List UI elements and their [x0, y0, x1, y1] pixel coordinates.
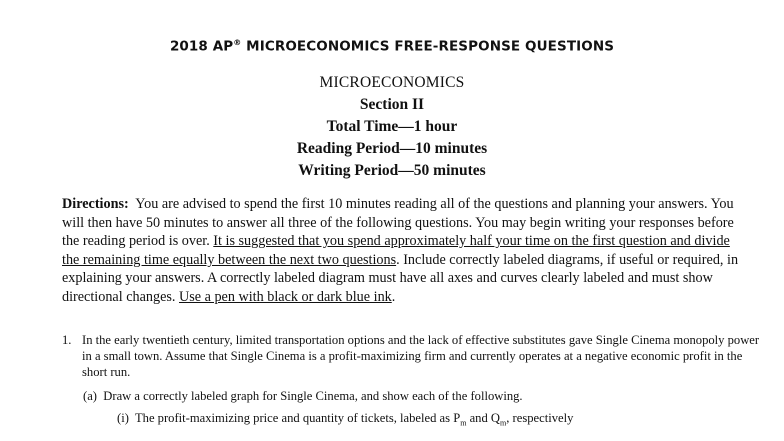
subscript-m-price: m: [460, 418, 467, 428]
writing-period: Writing Period—50 minutes: [298, 162, 486, 179]
question-part-a: (a) Draw a correctly labeled graph for Single Cinema, and show each of the following.: [83, 389, 523, 403]
subpart-i-text-mid: and Q: [466, 411, 501, 425]
directions-lead: Directions:: [62, 196, 129, 212]
section-label: Section II: [359, 96, 425, 113]
registered-mark: ®: [233, 38, 242, 47]
subpart-i-text-pre: (i) The profit-maximizing price and quantity of tickets, labeled as P: [117, 411, 461, 425]
directions-text-1: You are advised to spend the first 10 minutes reading all of the questions and planning your answers. You will then have 50 minutes to answer all three of the following questions. You may begin writing your responses before the reading period is over.: [62, 196, 738, 250]
question-subpart-i: [117, 410, 573, 432]
subpart-i-text-post: , respectively: [506, 411, 574, 425]
directions-text-2: . Include correctly labeled diagrams, if useful or required, in explaining your answers. A correctly labeled diagram must have all axes and curves clearly labeled and must show directional changes.: [62, 251, 739, 305]
reading-period: Reading Period—10 minutes: [296, 140, 488, 157]
directions-underlined-1: It is suggested that you spend approximately half your time on the first question and divide the remaining time equally between the next two questions: [62, 233, 730, 268]
question-1: [62, 332, 762, 381]
directions-text-3: .: [391, 288, 396, 305]
header-title-post: MICROECONOMICS FREE-RESPONSE QUESTIONS: [241, 38, 615, 55]
subject-title: MICROECONOMICS: [319, 74, 465, 91]
total-time: Total Time—1 hour: [326, 118, 458, 135]
question-number: 1.: [62, 333, 72, 347]
question-text: In the early twentieth century, limited transportation options and the lack of effective substitutes gave Single Cinema monopoly power in a small town. Assume that Single Cinema is a profit-maximizing firm and currently operates at a negative economic profit in the short run.: [82, 333, 760, 380]
page-header: [0, 38, 784, 55]
header-title-pre: 2018 AP: [169, 38, 234, 55]
subscript-m-quantity: m: [500, 418, 507, 428]
directions-underlined-2: Use a pen with black or dark blue ink: [179, 288, 392, 305]
section-info: [0, 72, 784, 182]
directions-paragraph: [62, 195, 742, 307]
